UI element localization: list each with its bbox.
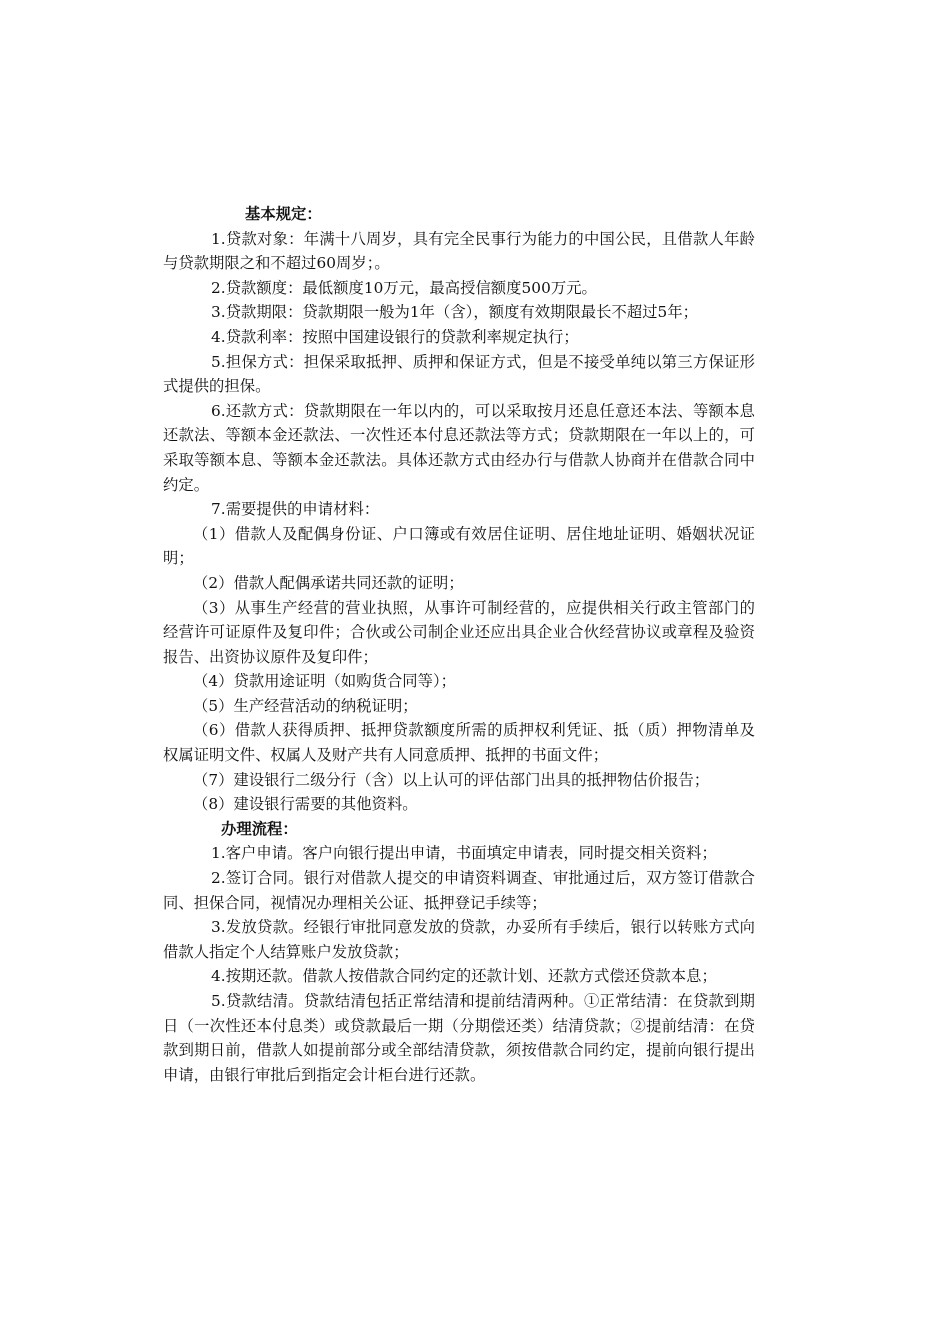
process-step: 2.签订合同。银行对借款人提交的申请资料调查、审批通过后，双方签订借款合同、担保合同，视情况办理相关公证、抵押登记手续等； [163,869,755,912]
section-heading-process: 办理流程： [221,819,298,838]
rule-loan-rate: 4.贷款利率：按照中国建设银行的贷款利率规定执行； [211,327,579,346]
rule-guarantee: 5.担保方式：担保采取抵押、质押和保证方式，但是不接受单纯以第三方保证形式提供的担保。 [163,352,755,396]
section-heading-basic-rules: 基本规定： [245,205,322,223]
material-item: （2）借款人配偶承诺共同还款的证明； [193,573,464,592]
material-item: （1）借款人及配偶身份证、户口簿或有效居住证明、居住地址证明、婚姻状况证明； [163,524,755,568]
material-item: （7）建设银行二级分行（含）以上认可的评估部门出具的抵押物估价报告； [193,770,710,789]
process-step: 3.发放贷款。经银行审批同意发放的贷款，办妥所有手续后，银行以转账方式向借款人指定个人结算账户发放贷款； [163,918,755,961]
material-item: （4）贷款用途证明（如购货合同等）； [193,672,457,691]
rule-loan-term: 3.贷款期限：贷款期限一般为1年（含），额度有效期限最长不超过5年； [211,303,699,322]
process-step: 1.客户申请。客户向银行提出申请，书面填定申请表，同时提交相关资料； [211,844,717,863]
rule-repayment: 6.还款方式：贷款期限在一年以内的，可以采取按月还息任意还本法、等额本息还款法、等额本金还款法、一次性还本付息还款法等方式；贷款期限在一年以上的，可采取等额本息、等额本金还款法。具体还款方式由经办行与借款人协商并在借款合同中约定。 [163,401,755,494]
rule-materials-intro: 7.需要提供的申请材料： [211,500,380,519]
rule-loan-target: 1.贷款对象：年满十八周岁，具有完全民事行为能力的中国公民，且借款人年龄与贷款期限之和不超过60周岁；。 [163,229,755,273]
material-item: （6）借款人获得质押、抵押贷款额度所需的质押权利凭证、抵（质）押物清单及权属证明文件、权属人及财产共有人同意质押、抵押的书面文件； [163,721,755,765]
process-step: 5.贷款结清。贷款结清包括正常结清和提前结清两种。①正常结清：在贷款到期日（一次性还本付息类）或贷款最后一期（分期偿还类）结清贷款；②提前结清：在贷款到期日前，借款人如提前部分或全部结清贷款，须按借款合同约定，提前向银行提出申请，由银行审批后到指定会计柜台进行还款。 [163,992,755,1084]
rule-loan-amount: 2.贷款额度：最低额度10万元，最高授信额度500万元。 [211,278,597,297]
document-body [163,202,755,1087]
process-step: 4.按期还款。借款人按借款合同约定的还款计划、还款方式偿还贷款本息； [211,967,717,986]
material-item: （5）生产经营活动的纳税证明； [193,696,418,715]
material-item: （8）建设银行需要的其他资料。 [193,795,418,814]
material-item: （3）从事生产经营的营业执照，从事许可制经营的，应提供相关行政主管部门的经营许可证原件及复印件；合伙或公司制企业还应出具企业合伙经营协议或章程及验资报告、出资协议原件及复印件； [163,598,755,666]
